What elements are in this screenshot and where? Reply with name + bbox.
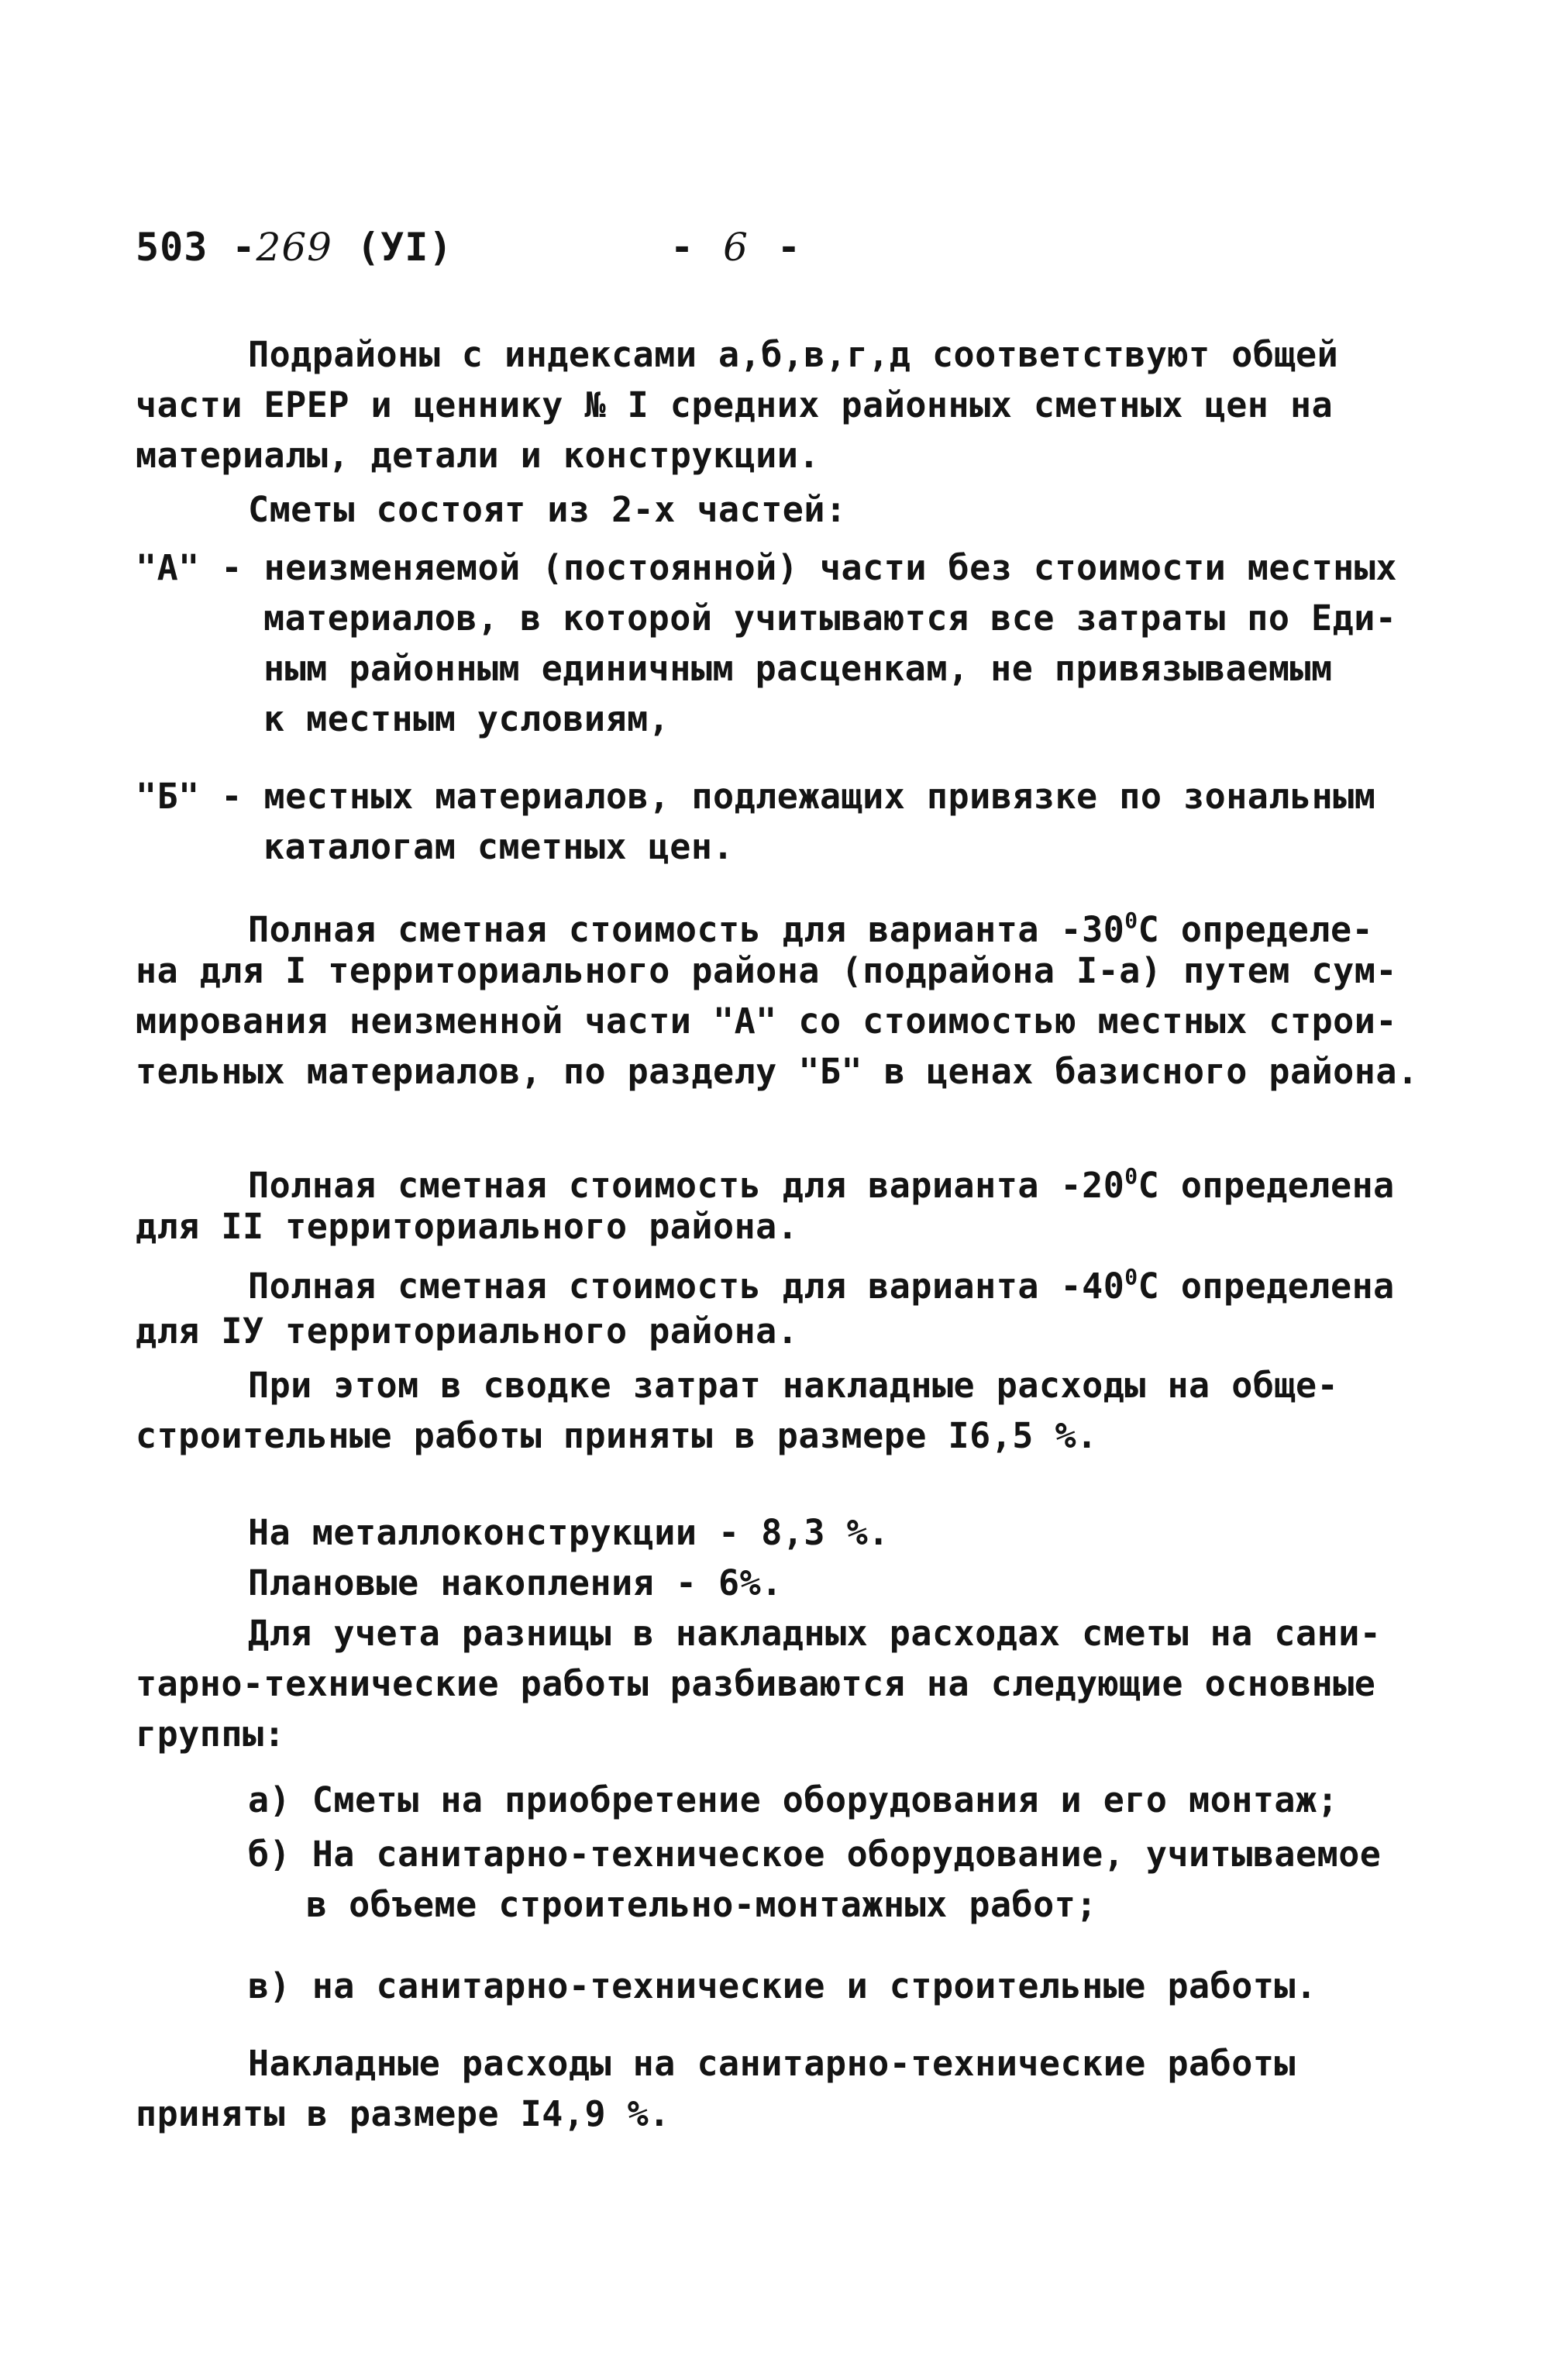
text-line: Для учета разницы в накладных расходах сметы на сани- [248, 1613, 1382, 1654]
list-item: б) На санитарно-техническое оборудование, учитываемое [248, 1834, 1382, 1875]
text-line: каталогам сметных цен. [263, 826, 735, 867]
doc-code-printed: 503 - [136, 225, 256, 270]
text-line: тарно-технические работы разбиваются на следующие основные [136, 1663, 1376, 1704]
text-line: "А" - неизменяемой (постоянной) части без стоимости местных [136, 547, 1397, 588]
text-line: Сметы состоят из 2-х частей: [248, 489, 847, 530]
text-line: группы: [136, 1714, 286, 1755]
page-number-suffix: - [776, 225, 801, 270]
doc-code-suffix: (УI) [356, 225, 453, 270]
text-line [248, 1254, 1395, 1310]
page-number-prefix: - [670, 225, 694, 270]
text-line: "Б" - местных материалов, подлежащих привязке по зональным [136, 776, 1376, 817]
list-item-continuation: в объеме строительно-монтажных работ; [306, 1884, 1097, 1925]
text-line: части ЕРЕР и ценнику № I средних районных сметных цен на [136, 384, 1334, 425]
text-line: На металлоконструкции - 8,3 %. [248, 1512, 890, 1553]
text-line: к местным условиям, [263, 698, 670, 739]
text-line: для IУ территориального района. [136, 1311, 799, 1352]
text-segment: С определена [1138, 1266, 1395, 1307]
text-line: для II территориального района. [136, 1206, 799, 1247]
text-line: приняты в размере I4,9 %. [136, 2093, 670, 2134]
list-item: а) Сметы на приобретение оборудования и его монтаж; [248, 1779, 1339, 1820]
degree-sign: 0 [1124, 1163, 1138, 1189]
text-line: Подрайоны с индексами а,б,в,г,д соответствуют общей [248, 334, 1339, 375]
text-segment: Полная сметная стоимость для варианта -30 [248, 909, 1125, 950]
text-segment: Полная сметная стоимость для варианта -40 [248, 1266, 1125, 1307]
degree-sign: 0 [1124, 1264, 1138, 1290]
text-line: материалов, в которой учитываются все затраты по Еди- [263, 598, 1397, 639]
page-number [670, 225, 800, 270]
text-line: мирования неизменной части "А" со стоимостью местных строи- [136, 1001, 1397, 1042]
text-segment: С определе- [1138, 909, 1374, 950]
text-line: на для I территориального района (подрайона I-а) путем сум- [136, 950, 1397, 991]
text-line: Накладные расходы на санитарно-технические работы [248, 2043, 1296, 2084]
text-line: ным районным единичным расценкам, не привязываемым [263, 648, 1333, 689]
text-line: При этом в сводке затрат накладные расходы на обще- [248, 1365, 1339, 1406]
text-line: Плановые накопления - 6%. [248, 1562, 783, 1603]
page-number-value: 6 [723, 225, 748, 270]
text-line [248, 897, 1373, 953]
list-item: в) на санитарно-технические и строительные работы. [248, 1965, 1317, 2006]
document-code [136, 225, 453, 270]
text-segment: С определена [1138, 1165, 1395, 1206]
text-line [248, 1153, 1395, 1209]
text-segment: Полная сметная стоимость для варианта -20 [248, 1165, 1125, 1206]
text-line: тельных материалов, по разделу "Б" в ценах базисного района. [136, 1051, 1419, 1092]
degree-sign: 0 [1124, 908, 1138, 933]
text-line: материалы, детали и конструкции. [136, 435, 820, 476]
text-line: строительные работы приняты в размере I6,5 %. [136, 1415, 1098, 1456]
doc-code-handwritten: 269 [256, 225, 332, 270]
